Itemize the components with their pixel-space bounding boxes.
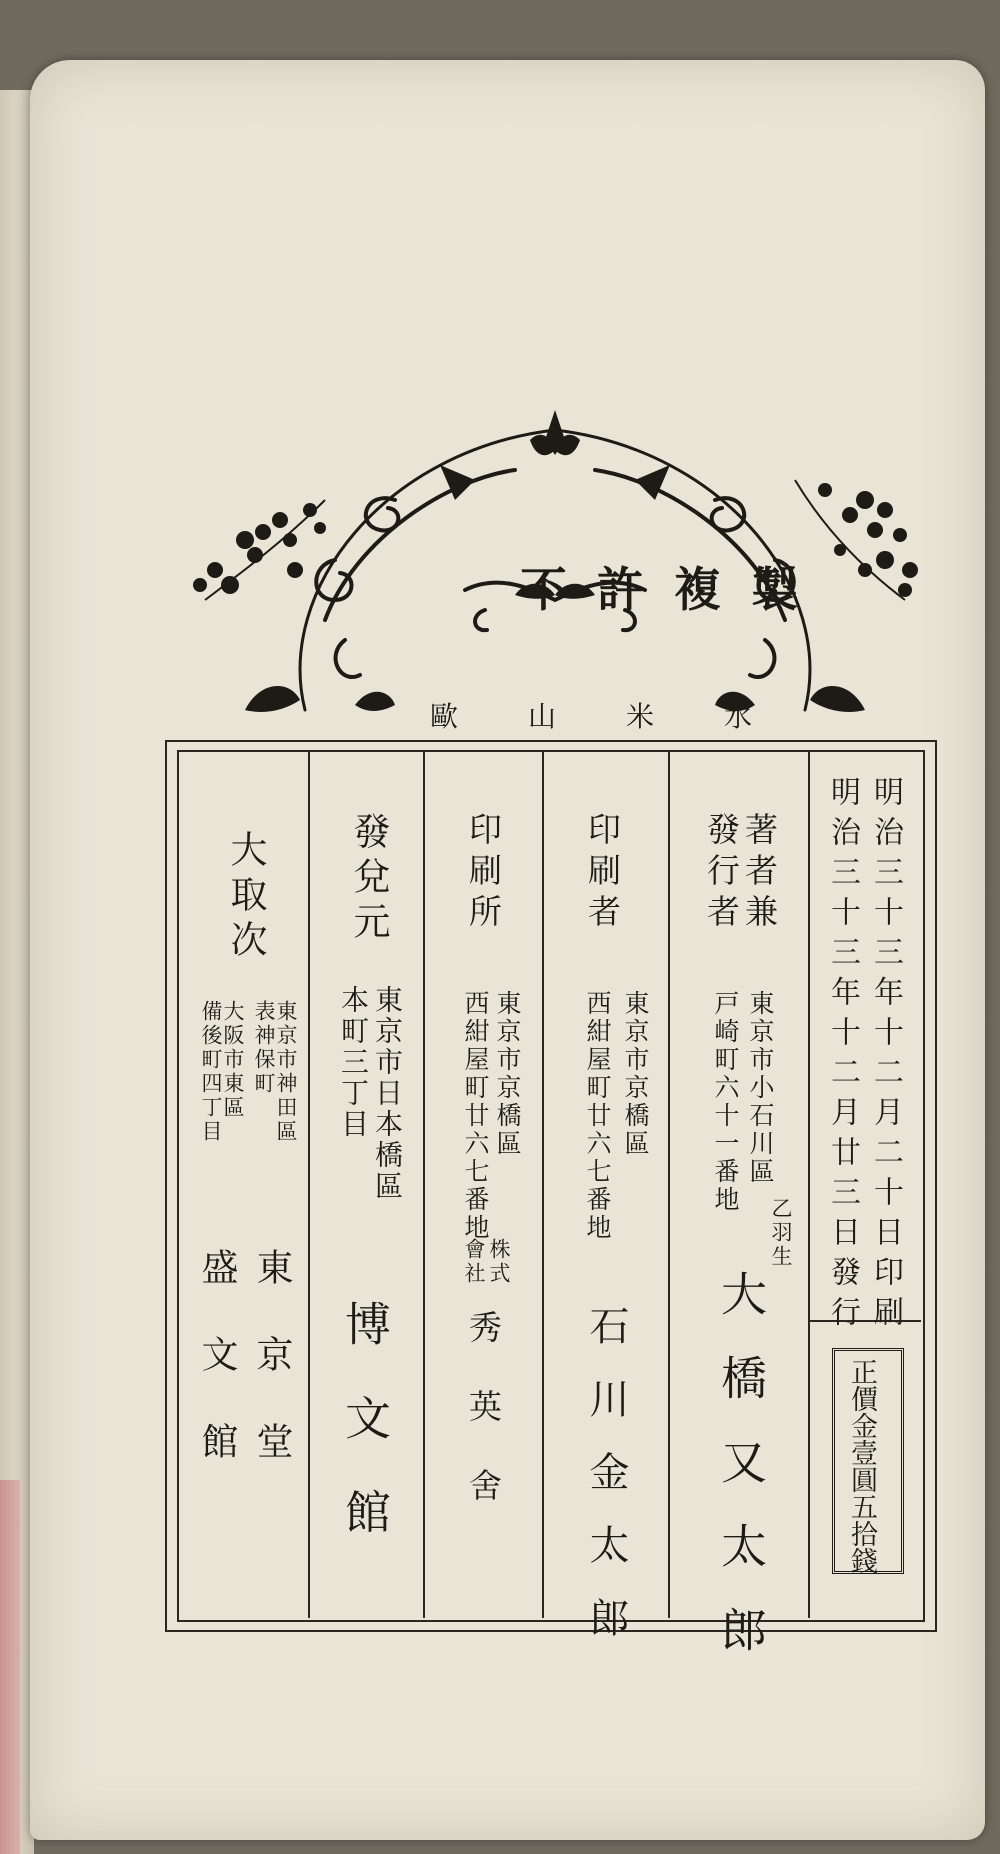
- column-divider: [423, 752, 425, 1618]
- company-type-right: 株式: [487, 1238, 511, 1286]
- osaka-distributor-address-left: 備後町四丁目: [199, 1000, 223, 1144]
- tokyo-distributor-name: 東京堂: [250, 1248, 293, 1509]
- tokyo-distributor-address-left: 表神保町: [252, 1000, 276, 1096]
- print-shop-address-left: 西紺屋町廿六七番地: [461, 990, 490, 1242]
- series-name: 歐山米水: [430, 700, 823, 733]
- column-divider: [542, 752, 544, 1618]
- reproduction-prohibited-title: 不許複製: [520, 563, 828, 618]
- author-address-left: 戸崎町六十一番地: [711, 990, 740, 1214]
- tokyo-distributor-address-right: 東京市神田區: [274, 1000, 298, 1144]
- publisher-label: 發兌元: [347, 812, 390, 947]
- publisher-name: 博文館: [338, 1300, 392, 1582]
- issue-date: 明治三十三年十二月廿三日發行: [825, 776, 860, 1336]
- author-publisher-label-left: 發行者: [702, 812, 741, 935]
- author-address-right: 東京市小石川區: [746, 990, 775, 1186]
- author-name: 大橋又太郎: [714, 1270, 768, 1690]
- print-shop-address-right: 東京市京橋區: [493, 990, 522, 1158]
- osaka-distributor-address-right: 大阪市東區: [221, 1000, 245, 1120]
- column-divider: [668, 752, 670, 1618]
- print-date: 明治三十三年十二月二十日印刷: [868, 776, 903, 1336]
- osaka-distributor-name: 盛文館: [195, 1248, 238, 1509]
- company-type-left: 會社: [462, 1238, 486, 1286]
- print-shop-label: 印刷所: [464, 812, 503, 935]
- publisher-address-right: 東京市日本橋區: [371, 985, 404, 1202]
- author-pen-name: 乙羽生: [769, 1197, 793, 1269]
- column-divider: [808, 752, 810, 1618]
- distributors-label: 大取次: [224, 830, 267, 965]
- price-label: 正價金壹圓五拾錢: [846, 1358, 877, 1574]
- printer-address-left: 西紺屋町廿六七番地: [583, 990, 612, 1242]
- printer-name: 石川金太郎: [583, 1305, 629, 1670]
- author-publisher-label-right: 著者兼: [740, 812, 779, 935]
- book-cover-edge: [0, 1480, 20, 1854]
- print-shop-name: 秀英舍: [464, 1310, 503, 1547]
- column-divider: [308, 752, 310, 1618]
- publisher-address-left: 本町三丁目: [337, 985, 370, 1140]
- printer-label: 印刷者: [583, 812, 622, 935]
- printer-address-right: 東京市京橋區: [621, 990, 650, 1158]
